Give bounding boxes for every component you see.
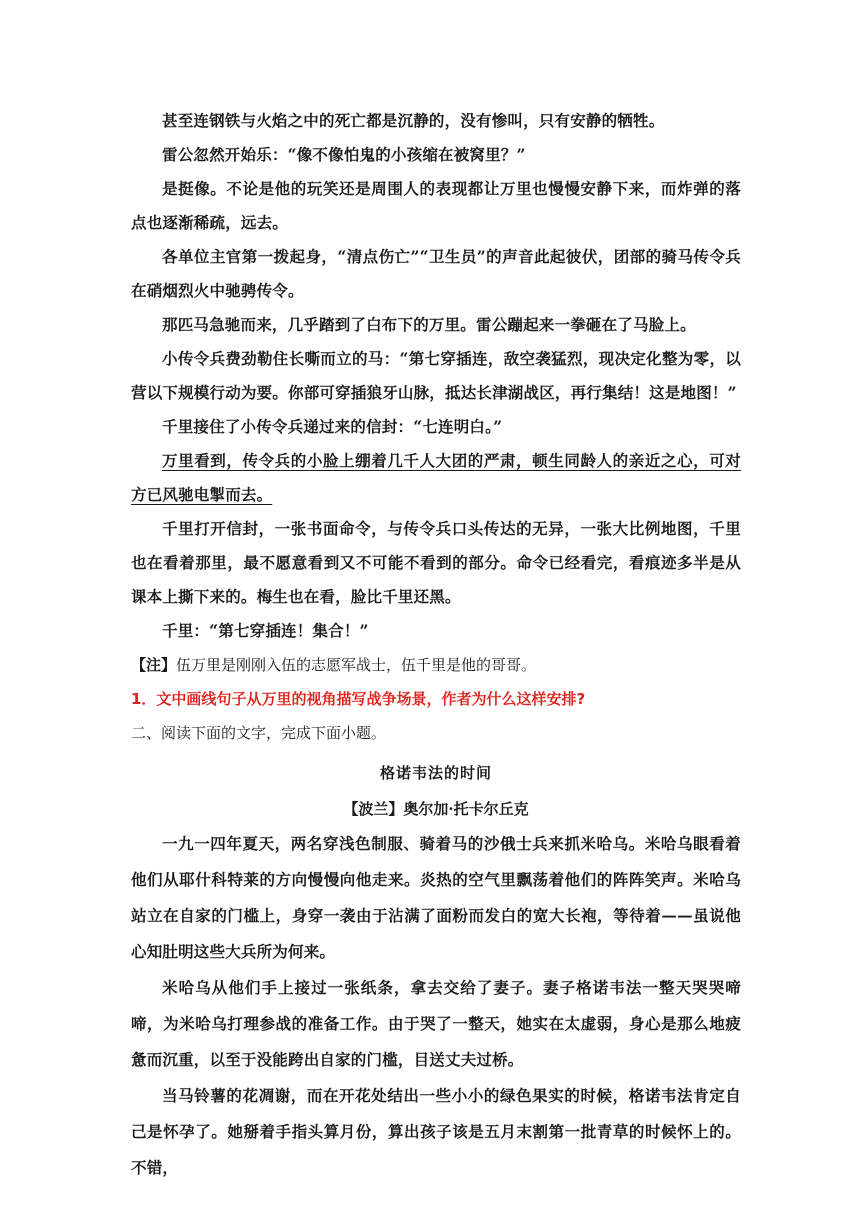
paragraph: 米哈乌从他们手上接过一张纸条，拿去交给了妻子。妻子格诺韦法一整天哭哭啼啼，为米哈乌打理参战的准备工作。由于哭了一整天，她实在太虚弱，身心是那么地疲惫而沉重，以至于没能跨出自家的门槛，目送丈夫过桥。: [131, 978, 741, 1069]
paragraph: 各单位主官第一拨起身，“清点伤亡”“卫生员”的声音此起彼伏，团部的骑马传令兵在硝烟烈火中驰骋传令。: [131, 247, 741, 300]
note: [131, 648, 741, 682]
underlined-text: 万里看到，传令兵的小脸上绷着几千人大团的严肃，顿生同龄人的亲近之心，可对方已风驰电掣而去。: [131, 451, 741, 504]
question-1: 1．文中画线句子从万里的视角描写战争场景，作者为什么这样安排?: [131, 690, 586, 708]
paragraph: 雷公忽然开始乐：“像不像怕鬼的小孩缩在被窝里？”: [162, 145, 526, 164]
paragraph: 是挺像。不论是他的玩笑还是周围人的表现都让万里也慢慢安静下来，而炸弹的落点也逐渐稀疏，远去。: [131, 179, 741, 232]
paragraph: 甚至连钢铁与火焰之中的死亡都是沉静的，没有惨叫，只有安静的牺牲。: [162, 111, 665, 130]
paragraph: 千里接住了小传令兵递过来的信封：“七连明白。”: [162, 417, 503, 436]
section-heading: 二、阅读下面的文字，完成下面小题。: [131, 724, 387, 742]
paragraph: 当马铃薯的花凋谢，而在开花处结出一些小小的绿色果实的时候，格诺韦法肯定自己是怀孕了。她掰着手指头算月份，算出孩子该是五月末割第一批青草的时候怀上的。不错，: [131, 1086, 741, 1177]
paragraph: 千里打开信封，一张书面命令，与传令兵口头传达的无异，一张大比例地图，千里也在看着那里，最不愿意看到又不可能不看到的部分。命令已经看完，看痕迹多半是从课本上撕下来的。梅生也在看，脸比千里还黑。: [131, 519, 741, 606]
passage-author: 【波兰】奥尔加·托卡尔丘克: [343, 800, 529, 818]
passage2-body: [131, 826, 741, 1186]
paragraph: 小传令兵费劲勒住长嘶而立的马：“第七穿插连，敌空袭猛烈，现决定化整为零，以营以下规模行动为要。你部可穿插狼牙山脉，抵达长津湖战区，再行集结！这是地图！”: [131, 349, 741, 402]
note-text: 伍万里是刚刚入伍的志愿军战士，伍千里是他的哥哥。: [176, 656, 537, 674]
underlined-sentence: [131, 444, 741, 512]
document-content: [131, 104, 741, 1186]
paragraph: 那匹马急驰而来，几乎踏到了白布下的万里。雷公蹦起来一拳砸在了马脸上。: [162, 315, 696, 334]
paragraph: 一九一四年夏天，两名穿浅色制服、骑着马的沙俄士兵来抓米哈乌。米哈乌眼看着他们从耶什科特莱的方向慢慢向他走来。炎热的空气里飘荡着他们的阵阵笑声。米哈乌站立在自家的门槛上，身穿一袭由于沾满了面粉而发白的宽大长袍，等待着——虽说他心知肚明这些大兵所为何来。: [131, 834, 741, 961]
note-label: 【注】: [131, 656, 177, 674]
passage-title: 格诺韦法的时间: [379, 764, 492, 782]
paragraph: 千里：“第七穿插连！集合！”: [162, 621, 369, 640]
